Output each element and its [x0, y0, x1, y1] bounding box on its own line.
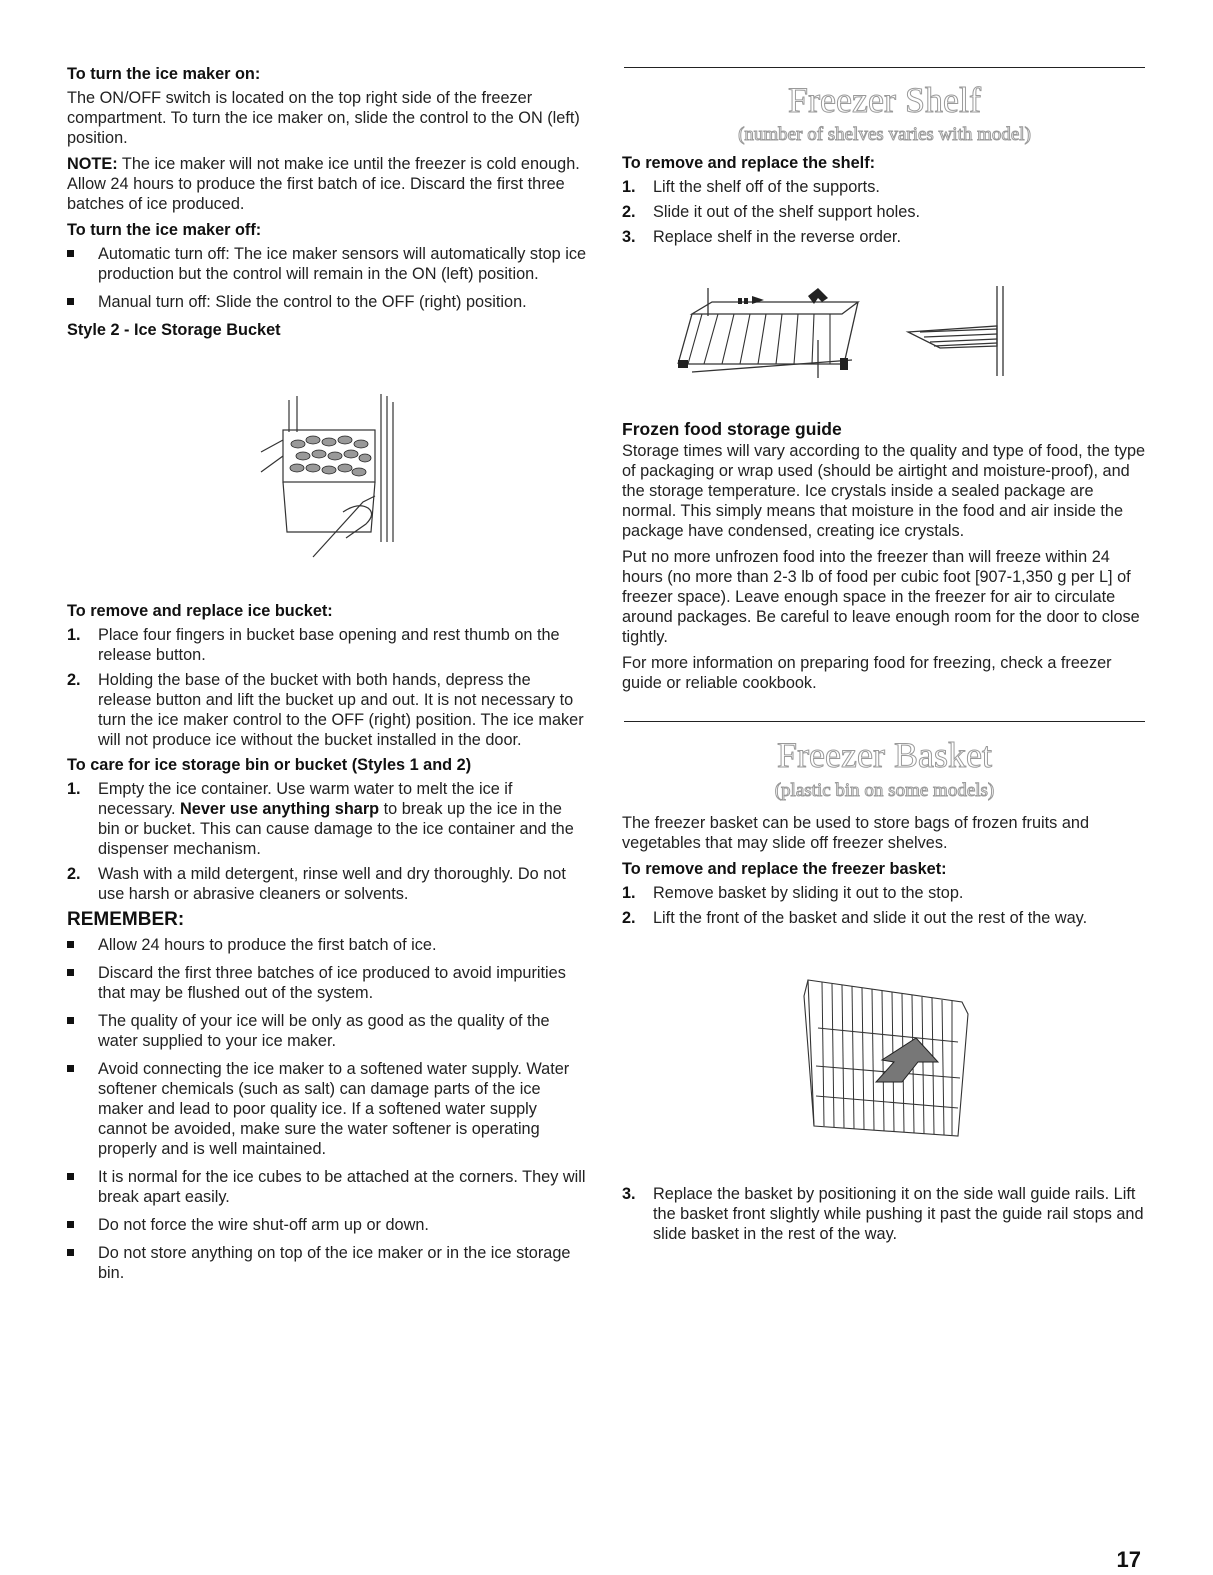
list-item: Manual turn off: Slide the control to the OFF (right) position. [67, 292, 587, 312]
turn-on-text: The ON/OFF switch is located on the top right side of the freezer compartment. To turn the ice maker on, slide the control to the ON (left) position. [67, 89, 580, 147]
list-item: 1. Empty the ice container. Use warm water to melt the ice if necessary. Never use anything sharp to break up the ice in the bin or bucket. This can cause damage to the ice container and the dispenser mechanism. [67, 780, 574, 858]
bullet-icon [67, 250, 74, 257]
list-item: The quality of your ice will be only as good as the quality of the water supplied to your ice maker. [67, 1011, 587, 1051]
note-text: The ice maker will not make ice until the freezer is cold enough. Allow 24 hours to produce the first batch of ice. Discard the first three batches of ice produced. [67, 155, 580, 213]
storage-section [622, 419, 1147, 699]
bullet-icon [67, 1221, 74, 1228]
bucket-heading: To remove and replace ice bucket: [67, 602, 333, 620]
ice-bucket-illustration [253, 392, 403, 562]
list-item: 2. Holding the base of the bucket with both hands, depress the release button and lift the bucket up and out. It is not necessary to turn the ice maker control to the OFF (right) position. The ice maker will not produce ice without the bucket installed in the door. [67, 671, 584, 749]
note-paragraph [67, 154, 587, 214]
note-label: NOTE: [67, 155, 118, 173]
list-item: 2. Lift the front of the basket and slide it out the rest of the way. [622, 909, 1088, 927]
list-item: Automatic turn off: The ice maker sensors will automatically stop ice production but the control will remain in the ON (left) position. [67, 244, 587, 284]
list-item: Discard the first three batches of ice produced to avoid impurities that may be flushed out of the system. [67, 963, 587, 1003]
remember-heading: REMEMBER: [67, 909, 185, 930]
list-item: Do not store anything on top of the ice maker or in the ice storage bin. [67, 1243, 587, 1283]
list-item: Allow 24 hours to produce the first batch of ice. [67, 935, 587, 955]
freezer-basket-illustration [798, 966, 978, 1146]
basket-intro: The freezer basket can be used to store bags of frozen fruits and vegetables that may slide off freezer shelves. [622, 814, 1089, 852]
section-divider [624, 67, 1145, 68]
list-item: It is normal for the ice cubes to be attached at the corners. They will break apart easily. [67, 1167, 587, 1207]
shelf-subtitle: (number of shelves varies with model) [738, 124, 1031, 145]
storage-paragraph: Put no more unfrozen food into the freezer than will freeze within 24 hours (no more than 2-3 lb of food per cubic foot [907-1,350 g per L] of freezer space). Leave enough space in the freezer for air to circulate around packages. Be careful to leave enough room for the door to close tightly. [622, 548, 1140, 646]
basket-section [622, 735, 1147, 933]
list-item: 2. Slide it out of the shelf support holes. [622, 203, 920, 221]
freezer-shelf-illustration [672, 282, 1072, 384]
bullet-icon [67, 298, 74, 305]
bullet-icon [67, 1017, 74, 1024]
list-item: 3. Replace shelf in the reverse order. [622, 228, 901, 246]
section-divider [624, 721, 1145, 722]
storage-paragraph: Storage times will vary according to the quality and type of food, the type of packaging or wrap used (should be airtight and moisture-proof), and the storage temperature. Ice crystals inside a sealed package are normal. This simply means that moisture in the food and air inside the package have condensed, creating ice crystals. [622, 442, 1146, 540]
bullet-icon [67, 1173, 74, 1180]
basket-title: Freezer Basket [777, 735, 992, 775]
style2-heading: Style 2 - Ice Storage Bucket [67, 321, 281, 339]
list-item: Do not force the wire shut-off arm up or down. [67, 1215, 587, 1235]
storage-paragraph: For more information on preparing food for freezing, check a freezer guide or reliable cookbook. [622, 654, 1112, 692]
basket-subtitle: (plastic bin on some models) [774, 780, 995, 801]
basket-step3 [622, 1184, 1147, 1249]
shelf-title: Freezer Shelf [788, 80, 981, 120]
list-item: 1. Place four fingers in bucket base opening and rest thumb on the release button. [67, 626, 560, 664]
shelf-section [622, 80, 1147, 252]
basket-heading: To remove and replace the freezer basket: [622, 860, 947, 878]
care-heading: To care for ice storage bin or bucket (Styles 1 and 2) [67, 756, 472, 774]
list-item: 2. Wash with a mild detergent, rinse well and dry thoroughly. Do not use harsh or abrasive cleaners or solvents. [67, 865, 566, 903]
bullet-icon [67, 969, 74, 976]
page-number: 17 [1116, 1547, 1141, 1572]
bullet-icon [67, 1249, 74, 1256]
turn-on-heading: To turn the ice maker on: [67, 65, 261, 83]
turn-on-section [67, 64, 587, 344]
turn-off-heading: To turn the ice maker off: [67, 221, 262, 239]
shelf-heading: To remove and replace the shelf: [622, 154, 876, 172]
bullet-icon [67, 1065, 74, 1072]
list-item: 3. Replace the basket by positioning it on the side wall guide rails. Lift the basket front slightly while pushing it past the guide rail stops and slide basket in the rest of the way. [622, 1185, 1144, 1243]
storage-heading: Frozen food storage guide [622, 419, 842, 439]
list-item: 1. Lift the shelf off of the supports. [622, 178, 880, 196]
list-item: 1. Remove basket by sliding it out to the stop. [622, 884, 964, 902]
bucket-section [67, 601, 587, 1291]
bullet-icon [67, 941, 74, 948]
list-item: Avoid connecting the ice maker to a softened water supply. Water softener chemicals (such as salt) can damage parts of the ice maker and lead to poor quality ice. If a softened water supply cannot be avoided, make sure the water softener is operating properly and is well maintained. [67, 1059, 587, 1159]
